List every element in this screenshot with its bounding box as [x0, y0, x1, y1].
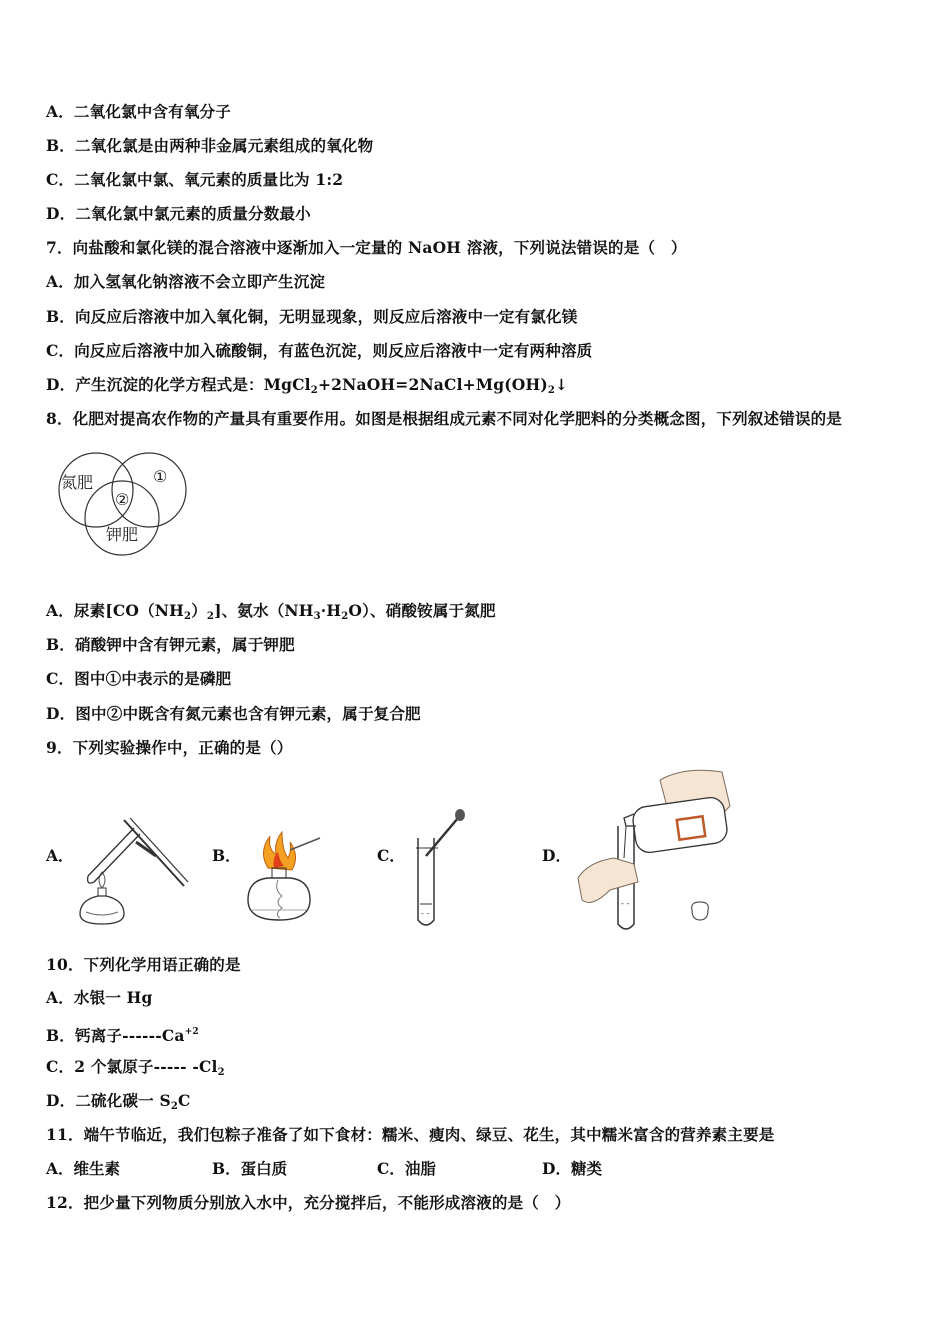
q9-label-b: B． — [212, 846, 241, 865]
q9-label-c: C． — [377, 846, 405, 865]
q11-option-a: A．维生素 — [46, 1159, 121, 1178]
q7-stem: 7．向盐酸和氯化镁的混合溶液中逐渐加入一定量的 NaOH 溶液，下列说法错误的是（ ） — [46, 238, 687, 257]
fertilizer-venn-diagram — [50, 448, 195, 558]
q9-label-a: A． — [46, 846, 74, 865]
q10-option-d: D．二硫化碳一 $S_2C$ — [46, 1091, 191, 1112]
q12-stem: 12．把少量下列物质分别放入水中，充分搅拌后，不能形成溶液的是（ ） — [46, 1193, 571, 1212]
venn-label-nitrogen: 氮肥 — [61, 473, 94, 492]
q6-option-a: A．二氧化氯中含有氧分子 — [46, 102, 231, 121]
venn-label-potassium: 钾肥 — [106, 525, 139, 544]
q11-option-b: B．蛋白质 — [212, 1159, 288, 1178]
q7-option-b: B．向反应后溶液中加入氧化铜，无明显现象，则反应后溶液中一定有氯化镁 — [46, 307, 578, 326]
lab-image-alcohol-lamp — [238, 828, 330, 928]
venn-label-circle1: ① — [153, 467, 168, 486]
lab-image-pouring — [574, 766, 744, 936]
q9-stem: 9．下列实验操作中，正确的是（） — [46, 738, 293, 757]
q8-stem: 8．化肥对提高农作物的产量具有重要作用。如图是根据组成元素不同对化学肥料的分类概念图，下列叙述错误的是 — [46, 409, 842, 428]
q8-option-a: A．尿素$[CO(NH_2)_2]$、氨水$(NH_3\cdot H_2O)$、硝酸铵属于氮肥 — [46, 601, 496, 622]
lab-image-heating-tube — [72, 806, 192, 930]
q8-option-b: B．硝酸钾中含有钾元素，属于钾肥 — [46, 635, 295, 654]
venn-label-circle2: ② — [115, 490, 130, 509]
lab-image-dropper — [408, 808, 468, 930]
q11-stem: 11．端午节临近，我们包粽子准备了如下食材：糯米、瘦肉、绿豆、花生，其中糯米富含的营养素主要是 — [46, 1125, 775, 1144]
q10-option-a: A．水银一 Hg — [46, 988, 153, 1007]
q11-option-c: C．油脂 — [377, 1159, 436, 1178]
q10-option-b: B．钙离子$------Ca^{+2}$ — [46, 1026, 199, 1045]
q7-option-a: A．加入氢氧化钠溶液不会立即产生沉淀 — [46, 272, 326, 291]
svg-text:- -: - - — [621, 899, 630, 908]
q10-stem: 10．下列化学用语正确的是 — [46, 955, 241, 974]
svg-text:- -: - - — [421, 909, 430, 918]
q6-option-c: C．二氧化氯中氯、氧元素的质量比为 1:2 — [46, 170, 344, 189]
q8-option-d: D．图中②中既含有氮元素也含有钾元素，属于复合肥 — [46, 704, 421, 723]
q11-option-d: D．糖类 — [542, 1159, 602, 1178]
q7-option-d: D．产生沉淀的化学方程式是：$MgCl_2+2NaOH=2NaCl+Mg(OH)_2↓$ — [46, 375, 569, 396]
q9-label-d: D． — [542, 846, 571, 865]
q7-option-c: C．向反应后溶液中加入硫酸铜，有蓝色沉淀，则反应后溶液中一定有两种溶质 — [46, 341, 593, 360]
q6-option-d: D．二氧化氯中氯元素的质量分数最小 — [46, 204, 311, 223]
q8-option-c: C．图中①中表示的是磷肥 — [46, 669, 232, 688]
q10-option-c: C．2 个氯原子----- $-Cl_2$ — [46, 1057, 225, 1078]
q6-option-b: B．二氧化氯是由两种非金属元素组成的氧化物 — [46, 136, 374, 155]
